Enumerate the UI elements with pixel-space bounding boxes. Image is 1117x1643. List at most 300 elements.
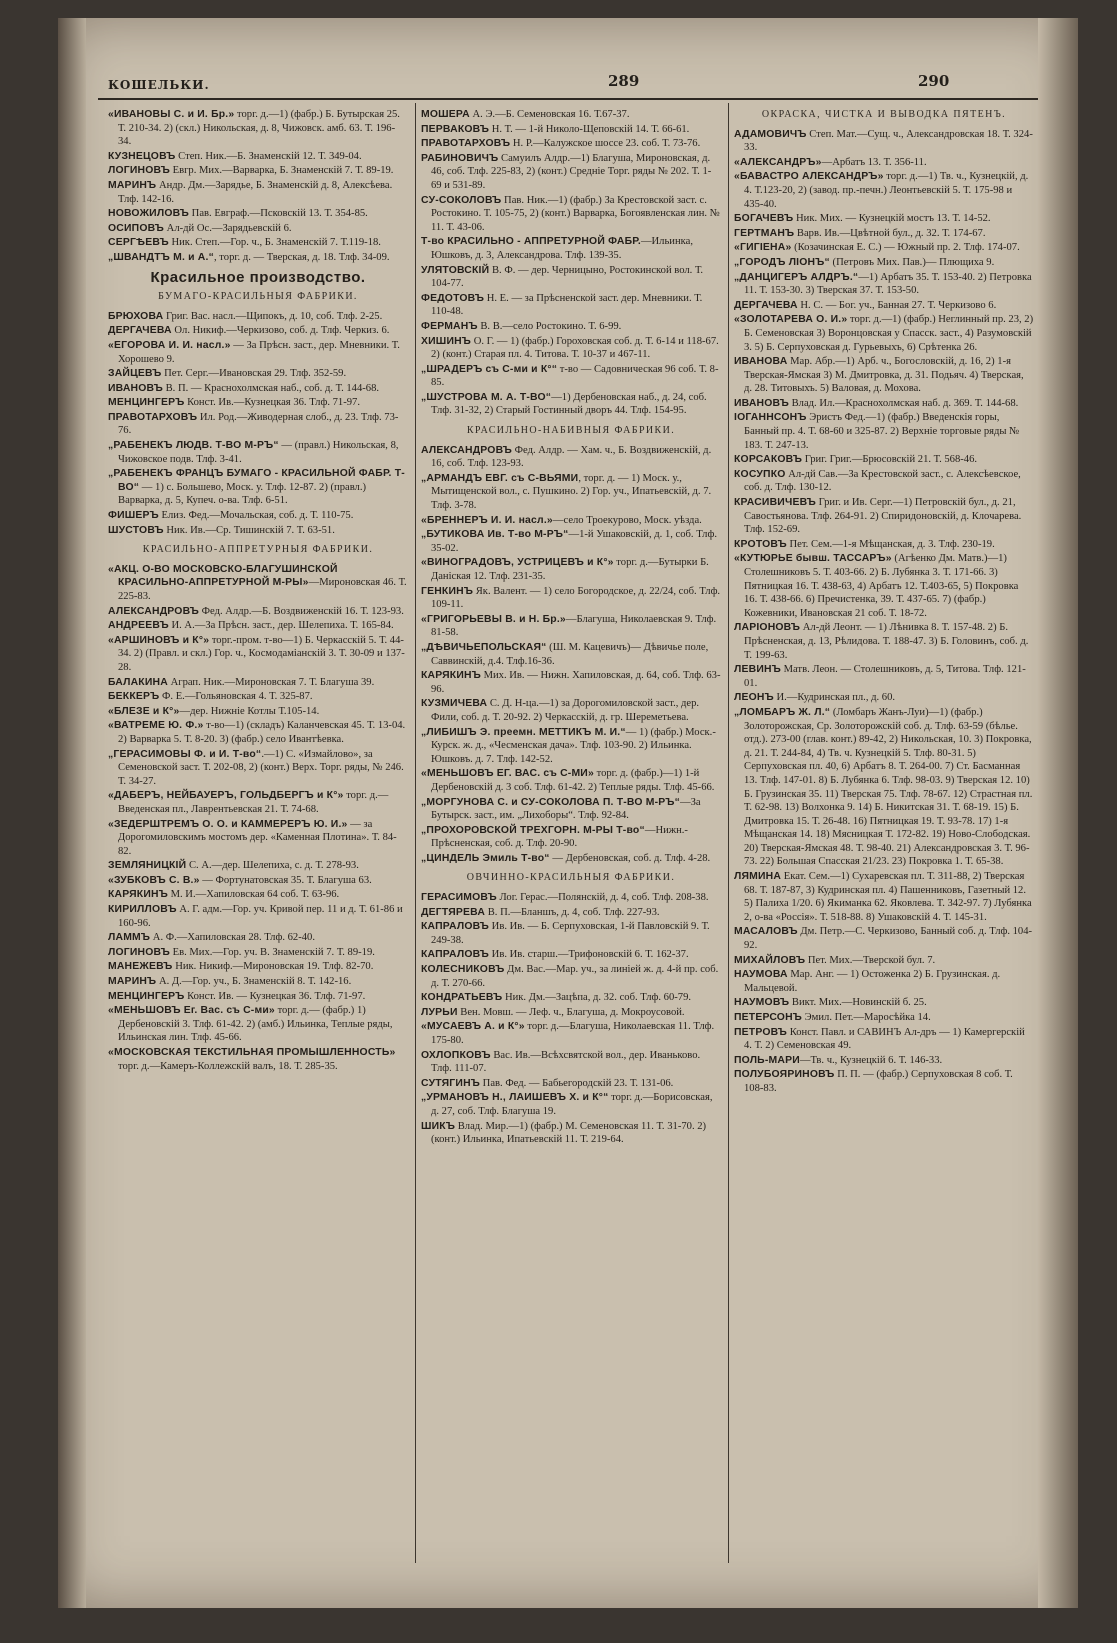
directory-entry (421, 641, 721, 668)
entry-details: торг. д.—1) (фабр.) Неглинный пр. 23, 2) Б. Семеновская 3) Воронцовская у Спасск. заст., 4) Разумовскій 3. 5) Б. Серпуховская д. Гурьевыхъ, 6) Срѣтенка 26. (744, 314, 1034, 353)
directory-entry (734, 968, 1034, 995)
directory-entry (421, 891, 721, 905)
entry-details: торг. д.—1) (фабр.) Б. Бутырская 25. Т. 210-34. 2) (скл.) Никольская, д. 8, Чижовск. амб. 63. Т. 196-34. (118, 109, 400, 148)
entry-details: —Ильинка, Юшковъ, д. 3, Александрова. Тлф. 139-35. (431, 236, 693, 261)
directory-entry (734, 538, 1034, 552)
entry-details: Григ. Григ.—Брюсовскій 21. Т. 568-46. (802, 454, 978, 466)
entry-name: ЛАММЪ (108, 932, 151, 944)
directory-entry (421, 444, 721, 471)
entry-name: „МОРГУНОВА С. и СУ-СОКОЛОВА П. Т-ВО М-РЪ“ (421, 796, 681, 808)
entry-name: ХИШИНЪ (421, 335, 472, 347)
entry-name: ЛАРІОНОВЪ (734, 622, 801, 634)
entry-name: ПЕРВАКОВЪ (421, 123, 490, 135)
entry-details: торг. д.—Благуша, Николаевская 11. Тлф. 175-80. (431, 1021, 715, 1046)
entry-details: Пет. Серг.—Ивановская 29. Тлф. 352-59. (161, 368, 347, 380)
col3-list (734, 128, 1034, 1096)
directory-entry (108, 367, 408, 381)
directory-entry (108, 467, 408, 508)
entry-name: ДЕРГАЧЕВА (734, 299, 798, 311)
entry-details: Ев. Мих.—Гор. уч. В. Знаменскій 7. Т. 89-19. (169, 946, 375, 958)
directory-entry (108, 960, 408, 974)
entry-details: Конст. Ив.—Кузнецкая 36. Тлф. 71-97. (184, 397, 360, 409)
entry-details: Евгр. Мих.—Варварка, Б. Знаменскій 7. Т. 89-19. (169, 165, 394, 177)
entry-details: торг.-пром. т-во—1) Б. Черкасскій 5. Т. 44-34. 2) (Правл. и скл.) Гор. ч., Космодаміанскій 3. Т. 30-09 и 137-28. (118, 634, 405, 673)
entry-details: Н. С. — Бог. уч., Банная 27. Т. Черкизово 6. (797, 299, 997, 311)
entry-name: ШИКЪ (421, 1120, 456, 1132)
entry-name: «ГИГІЕНА» (734, 242, 792, 254)
entry-name: МАСАЛОВЪ (734, 926, 798, 938)
directory-entry (108, 946, 408, 960)
entry-details: Эмил. Пет.—Маросѣйка 14. (802, 1012, 931, 1023)
entry-details: — За Прѣсн. заст., дер. Мневники. Т. Хорошево 9. (118, 339, 400, 365)
directory-entry (421, 852, 721, 866)
page-edge-shadow (1038, 18, 1078, 1608)
entry-name: «ДАБЕРЪ, НЕЙБАУЕРЪ, ГОЛЬДБЕРГЪ и К°» (108, 790, 344, 802)
entry-name: АНДРЕЕВЪ (108, 620, 169, 632)
entry-details: Пав. Ник.—1) (фабр.) За Крестовской заст. с. Ростокино. Т. 105-75, 2) (конт.) Варварка, Богоявленская лин. № 11. Т. 43-06. (431, 194, 720, 233)
entry-name: ЛОГИНОВЪ (108, 946, 170, 958)
directory-entry (734, 299, 1034, 313)
entry-name: МОШЕРА (421, 109, 470, 120)
directory-entry (108, 179, 408, 206)
entry-details: (Петровъ Мих. Пав.)— Плющиха 9. (829, 256, 995, 268)
directory-entry (108, 705, 408, 719)
entry-details: —дер. Нижніе Котлы Т.105-14. (179, 705, 320, 717)
entry-name: СУ-СОКОЛОВЪ (421, 194, 502, 206)
directory-entry (734, 227, 1034, 241)
entry-details: — 1) с. Большево, Моск. у. Тлф. 12-87. 2) (правл.) Варварка, д. 5, Купеч. о-ва. Тлф. 6-51. (118, 481, 367, 507)
directory-entry (108, 690, 408, 704)
entry-details: Н. Т. — 1-й Николо-Щеповскій 14. Т. 66-61. (489, 123, 690, 135)
entry-name: БАЛАКИНА (108, 676, 168, 688)
directory-entry (108, 222, 408, 236)
directory-entry (734, 313, 1034, 354)
entry-details: — 1) (фабр.) Моск.-Курск. ж. д., «Чесменская дача». Тлф. 103-90. 2) Ильинка. Юшковъ. д. 7. Тлф. 142-52. (431, 726, 716, 765)
directory-entry (421, 528, 721, 555)
directory-entry (421, 108, 721, 122)
entry-name: ФЕДОТОВЪ (421, 292, 485, 304)
book-page (58, 18, 1078, 1608)
directory-entry (421, 472, 721, 513)
directory-entry (421, 991, 721, 1005)
directory-entry (734, 496, 1034, 537)
directory-entry (108, 789, 408, 816)
entry-details: —1) Арбатъ 35. Т. 153-40. 2) Петровка 11. Т. 153-30. 3) Тверская 37. Т. 153-50. (744, 271, 1032, 297)
page-number-left: 289 (608, 72, 640, 90)
directory-entry (108, 748, 408, 789)
entry-name: ПРАВОТАРХОВЪ (108, 411, 198, 423)
directory-entry (108, 903, 408, 930)
entry-name: КОСУПКО (734, 468, 786, 480)
entry-name: БОГАЧЕВЪ (734, 213, 794, 225)
entry-details: Вас. Ив.—Всѣхсвятской вол., дер. Иваньково. Тлф. 111-07. (431, 1049, 701, 1075)
directory-entry (421, 824, 721, 851)
entry-name: „ШРАДЕРЪ съ С-ми и К°“ (421, 363, 558, 375)
directory-entry (421, 726, 721, 767)
entry-name: „ЛОМБАРЪ Ж. Л.“ (734, 706, 831, 718)
entry-details: А. Ф.—Хапиловская 28. Тлф. 62-40. (150, 932, 315, 944)
subsection-heading: ОКРАСКА, ЧИСТКА И ВЫВОДКА ПЯТЕНЪ. (761, 109, 1007, 120)
entry-name: «МЕНЬШОВЪ Ег. Вас. съ С-ми» (108, 1005, 275, 1017)
entry-name: «БРЕННЕРЪ И. И. насл.» (421, 514, 553, 526)
entry-details: А. Г. адм.—Гор. уч. Кривой пер. 11 и д. Т. 61-86 и 160-96. (118, 904, 403, 929)
entry-name: Т-во КРАСИЛЬНО - АППРЕТУРНОЙ ФАБР. (421, 236, 641, 248)
entry-details: —1-й Ушаковскій, д. 1, соб. Тлф. 35-02. (431, 529, 717, 554)
directory-entry (108, 324, 408, 338)
col1-top-list (108, 108, 408, 265)
entry-name: „БУТИКОВА Ив. Т-во М-РЪ“ (421, 529, 569, 541)
entry-name: НАУМОВЪ (734, 997, 790, 1009)
directory-entry (734, 691, 1034, 705)
entry-name: ДЕРГАЧЕВА (108, 325, 172, 337)
entry-name: «ЗОЛОТАРЕВА О. И.» (734, 314, 848, 326)
column-1 (108, 108, 408, 1074)
entry-details: Григ. и Ив. Серг.—1) Петровскій бул., д. 21, Савостьянова. Тлф. 264-91. 2) Спиридоновскій, д. Клочарева. Тлф. 152-69. (744, 497, 1022, 536)
entry-details: торг. д.—Камеръ-Коллежскій валъ, 18. Т. 285-35. (118, 1060, 338, 1072)
entry-name: «БЛЕЗЕ и К°» (108, 705, 180, 717)
directory-entry (421, 963, 721, 990)
entry-details: Ал-дй Ос.—Зарядьевскій 6. (164, 222, 292, 234)
subsection-heading: БУМАГО-КРАСИЛЬНЫЯ ФАБРИКИ. (158, 291, 358, 303)
directory-entry (421, 320, 721, 334)
entry-details: Ив. Ив. — Б. Серпуховская, 1-й Павловскій 9. Т. 249-38. (431, 921, 710, 946)
entry-name: ФЕРМАНЪ (421, 320, 478, 332)
entry-name: СУТЯГИНЪ (421, 1077, 481, 1089)
directory-entry (734, 954, 1034, 968)
directory-entry (108, 411, 408, 438)
entry-name: КОРСАКОВЪ (734, 454, 803, 466)
entry-name: ЛУРЬИ (421, 1006, 458, 1018)
entry-details: Ф. Е.—Гольяновская 4. Т. 325-87. (159, 691, 313, 703)
entry-name: ИВАНОВЪ (108, 382, 163, 394)
entry-name: «МЕНЬШОВЪ ЕГ. ВАС. съ С-МИ» (421, 768, 594, 780)
entry-name: «МОСКОВСКАЯ ТЕКСТИЛЬНАЯ ПРОМЫШЛЕННОСТЬ» (108, 1047, 396, 1058)
entry-details: торг. д.—Борисовская, д. 27, соб. Тлф. Благуша 19. (431, 1092, 713, 1117)
entry-name: ИВАНОВЪ (734, 397, 789, 409)
directory-entry (421, 1020, 721, 1047)
directory-entry (421, 906, 721, 920)
directory-entry (734, 256, 1034, 270)
entry-name: „ЛИБИШЪ Э. преемн. МЕТТИКЪ М. И.“ (421, 726, 626, 738)
directory-entry (421, 796, 721, 823)
directory-entry (108, 236, 408, 250)
entry-name: „ПРОХОРОВСКОЙ ТРЕХГОРН. М-РЫ Т-во“ (421, 824, 645, 836)
directory-entry (421, 152, 721, 193)
entry-name: «БАВАСТРО АЛЕКСАНДРЪ» (734, 171, 884, 183)
entry-name: РАБИНОВИЧЪ (421, 152, 499, 164)
subsection-heading: КРАСИЛЬНО-АППРЕТУРНЫЯ ФАБРИКИ. (142, 544, 374, 556)
column-rule-2 (728, 103, 729, 1563)
entry-details: , торг. д. — Тверская, д. 18. Тлф. 34-09. (214, 251, 390, 263)
entry-details: —Благуша, Николаевская 9. Тлф. 81-58. (431, 613, 717, 639)
entry-name: ПОЛЬ-МАРИ (734, 1054, 800, 1066)
entry-name: ЛЕОНЪ (734, 692, 774, 704)
entry-name: НОВОЖИЛОВЪ (108, 208, 190, 220)
entry-details: В. В.—село Ростокино. Т. 6-99. (477, 320, 622, 332)
entry-details: Варв. Ив.—Цвѣтной бул., д. 32. Т. 174-67. (794, 227, 986, 239)
entry-details: А. Э.—Б. Семеновская 16. Т.67-37. (469, 109, 630, 120)
entry-details: Эристъ Фед.—1) (фабр.) Введенскія горы, Банный пр. 4. Т. 68-60 и 325-87. 2) Верхніе торговые ряды № 183. Т. 247-13. (744, 412, 1020, 451)
entry-name: ЛЕВИНЪ (734, 664, 781, 676)
directory-entry (108, 888, 408, 902)
entry-name: ШУСТОВЪ (108, 524, 164, 536)
entry-name: „ЦИНДЕЛЬ Эмиль Т-во“ (421, 852, 550, 864)
entry-name: ДЕГТЯРЕВА (421, 906, 486, 918)
entry-details: —Нижн.-Прѣсненская, соб. д. Тлф. 20-90. (431, 824, 688, 850)
entry-details: Андр. Дм.—Зарядье, Б. Знаменскій д. 8, Алексѣева. Тлф. 142-16. (118, 179, 393, 205)
entry-details: Матв. Леон. — Столешниковъ, д. 5, Титова. Тлф. 121-01. (744, 664, 1026, 689)
entry-details: Викт. Мих.—Новинскій б. 25. (789, 997, 927, 1009)
entry-name: МЕНЦИНГЕРЪ (108, 397, 185, 409)
entry-details: —За Бутырск. заст., им. „Лихоборы“. Тлф. 92-84. (431, 796, 701, 822)
entry-details: Екат. Сем.—1) Сухаревская пл. Т. 311-88, 2) Тверская 68. Т. 187-87, 3) Кудринская пл. 4) Пашенниковъ, Газетный 12. 5) Палиха 1/20. 6) Якиманка 62. Яковлева. Т. 342-97. 7) Лубянка 2, о-ва «Россія». Т. 518-88. 8) Ушаковскій 4. Т. 145-31. (744, 871, 1032, 923)
entry-details: О. Г. — 1) (фабр.) Гороховская соб. д. Т. 6-14 и 118-67. 2) (конт.) Старая пл. 4. Титова. Т. 10-37 и 467-11. (431, 335, 719, 361)
directory-entry (734, 1054, 1034, 1068)
entry-details: Як. Валент. — 1) село Богородское, д. 22/24, соб. Тлф. 109-11. (431, 585, 721, 611)
entry-name: АЛЕКСАНДРОВЪ (108, 605, 200, 617)
page-gutter-shadow (58, 18, 86, 1608)
directory-entry (108, 524, 408, 538)
directory-entry (734, 411, 1034, 452)
entry-details: Фед. Алдр.—Б. Воздвиженскій 16. Т. 123-93. (199, 605, 404, 617)
entry-details: —Тв. ч., Кузнецкій 6. Т. 146-33. (799, 1054, 943, 1066)
entry-details: Ал-дй Леонт. — 1) Лѣнивка 8. Т. 157-48. 2) Б. Прѣсненская, д. 13, Рѣлидова. Т. 188-47. 3) Б. Головинъ, соб. д. Т. 199-63. (744, 622, 1029, 661)
entry-name: КРОТОВЪ (734, 538, 787, 550)
entry-name: ПЕТЕРСОНЪ (734, 1012, 803, 1023)
directory-entry (421, 1049, 721, 1076)
entry-name: «ЗЕДЕРШТРЕМЪ О. О. и КАММЕРЕРЪ Ю. И.» (108, 818, 348, 830)
directory-entry (108, 605, 408, 619)
directory-entry (421, 920, 721, 947)
entry-details: .—1) С. «Измайлово», за Семеновской заст. Т. 202-08, 2) (конт.) Верх. Торг. ряды, № 246. Т. 34-27. (118, 748, 404, 787)
entry-name: ПОЛУБОЯРИНОВЪ (734, 1069, 835, 1081)
directory-entry (108, 619, 408, 633)
directory-entry (421, 556, 721, 583)
directory-entry (108, 634, 408, 675)
entry-details: Ол. Никиф.—Черкизово, соб. д. Тлф. Черкиз. 6. (171, 325, 390, 337)
entry-name: ЗАЙЦЕВЪ (108, 368, 162, 380)
page-header (98, 68, 1038, 100)
directory-entry (108, 818, 408, 859)
entry-name: ИВАНОВА (734, 356, 788, 368)
directory-entry (108, 509, 408, 523)
directory-entry (108, 207, 408, 221)
directory-entry (421, 292, 721, 319)
entry-name: „ШУСТРОВА М. А. Т-ВО“ (421, 391, 552, 403)
entry-name: МИХАЙЛОВЪ (734, 954, 806, 966)
entry-details: А. Д.—Гор. уч., Б. Знаменскій 8. Т. 142-16. (156, 976, 352, 988)
subsection-heading: ОВЧИННО-КРАСИЛЬНЫЯ ФАБРИКИ. (466, 872, 676, 884)
directory-entry (421, 1077, 721, 1091)
entry-name: МАРИНЪ (108, 179, 157, 191)
entry-name: ФИШЕРЪ (108, 510, 159, 522)
directory-entry (734, 453, 1034, 467)
directory-entry (734, 128, 1034, 155)
entry-details: торг. д.— (фабр.) 1) Дербеновскій 3. Тлф. 61-42. 2) (амб.) Ильинка, Теплые ряды, Ильинская лин. Тлф. 45-66. (118, 1005, 393, 1044)
entry-details: П. П. — (фабр.) Серпуховская 8 соб. Т. 108-83. (744, 1069, 1013, 1094)
entry-details: Пет. Сем.—1-я Мѣщанская, д. 3. Тлф. 230-19. (786, 538, 995, 550)
entry-name: АДАМОВИЧЪ (734, 128, 807, 140)
entry-name: „ГЕРАСИМОВЫ Ф. и И. Т-во“ (108, 748, 262, 760)
entry-details: Пет. Мих.—Тверской бул. 7. (805, 954, 936, 966)
directory-entry (421, 391, 721, 418)
entry-name: „ДѢВИЧЬЕПОЛЬСКАЯ“ (421, 641, 547, 653)
directory-entry (421, 613, 721, 640)
entry-details: (Ш. М. Кацевичъ)— Дѣвичье поле, Саввинскій, д.4. Тлф.16-36. (431, 641, 709, 667)
directory-entry (734, 1011, 1034, 1025)
directory-entry (421, 697, 721, 724)
entry-name: «АКЦ. О-ВО МОСКОВСКО-БЛАГУШИНСКОЙ КРАСИЛЬНО-АППРЕТУРНОЙ М-РЫ» (108, 563, 338, 589)
directory-entry (421, 1120, 721, 1147)
col1-sub2-list (108, 563, 408, 1073)
entry-name: ОСИПОВЪ (108, 222, 165, 234)
col2-sub3-list (421, 444, 721, 866)
directory-entry (421, 235, 721, 262)
directory-entry (734, 156, 1034, 170)
entry-name: НАУМОВА (734, 969, 788, 981)
entry-name: «ЕГОРОВА И. И. насл.» (108, 339, 231, 351)
entry-details: Фед. Алдр. — Хам. ч., Б. Воздвиженскій, д. 16, соб. Тлф. 123-93. (431, 444, 712, 470)
entry-name: МАНЕЖЕВЪ (108, 961, 173, 973)
directory-entry (108, 874, 408, 888)
entry-name: ЛОГИНОВЪ (108, 165, 170, 177)
entry-details: —Мироновская 46. Т. 225-83. (118, 577, 407, 602)
directory-entry (421, 1091, 721, 1118)
entry-details: (Агѣенко Дм. Матв.)—1) Столешниковъ 5. Т. 403-66. 2) Б. Лубянка 3. Т. 171-66. 3) Пятницкая 16. Т. 438-63, 4) Арбатъ 12. Т.403-65, 5) Покровка 16. Т. 438-66. 6) Пречистенка, 39. Т. 437-65. 7) (фабр.) Кожевники, Ивановская 21 соб. Т. 18-72. (744, 553, 1019, 619)
entry-details: , торг. д. — 1) Моск. у., Мытищенской вол., с. Пушкино. 2) Гор. уч., Ипатьевскій, д. 7. Тлф. 3-78. (431, 472, 712, 512)
entry-name: ГЕРТМАНЪ (734, 227, 795, 239)
directory-entry (108, 150, 408, 164)
directory-entry (108, 1004, 408, 1045)
entry-details: Вен. Мовш. — Леф. ч., Благуша, д. Мокроусовой. (457, 1006, 685, 1018)
entry-name: КАПРАЛОВЪ (421, 949, 490, 961)
entry-name: ІОГАННСОНЪ (734, 412, 807, 424)
entry-details: Мар. Абр.—1) Арб. ч., Богословскій, д. 16, 2) 1-я Тверская-Ямская 3) М. Дмитровка, д. 31. Подьяч. 4) Тверская, д. 28. Титовыхъ. 5) Валовая, д. Мохова. (744, 356, 1024, 395)
entry-name: КОЛЕСНИКОВЪ (421, 964, 505, 976)
entry-name: СЕРГѢЕВЪ (108, 237, 169, 249)
directory-entry (421, 767, 721, 794)
entry-details: торг. д.—Бутырки Б. Даніская 12. Тлф. 231-35. (431, 557, 709, 582)
entry-details: С. Д. Н-ца.—1) за Дорогомиловской заст., дер. Фили, соб. д. Т. 20-92. 2) Черкасскій, д. гр. Шереметьева. (431, 698, 700, 723)
entry-name: «ВАТРЕМЕ Ю. Ф.» (108, 720, 204, 732)
directory-entry (108, 990, 408, 1004)
entry-details: —Арбатъ 13. Т. 356-11. (821, 156, 927, 168)
entry-name: КУЗМИЧЕВА (421, 698, 488, 710)
directory-entry (734, 355, 1034, 396)
entry-details: Елиз. Фед.—Мочальская, соб. д. Т. 110-75. (158, 510, 354, 522)
entry-name: „ДАНЦИГЕРЪ АЛДРЪ.“ (734, 271, 859, 283)
entry-name: МЕНЦИНГЕРЪ (108, 990, 185, 1002)
entry-details: Ник. Мих. — Кузнецкій мостъ 13. Т. 14-52. (793, 213, 991, 225)
directory-entry (734, 212, 1034, 226)
entry-name: „РАБЕНЕКЪ ЛЮДВ. Т-ВО М-РЪ“ (108, 440, 279, 452)
directory-entry (734, 870, 1034, 924)
directory-entry (108, 1046, 408, 1073)
directory-entry (421, 514, 721, 528)
entry-name: «ИВАНОВЫ С. и И. Бр.» (108, 109, 235, 120)
entry-details: торг. д. (фабр.)—1) 1-й Дербеновскій д. 3 соб. Тлф. 61-42. 2) Теплые ряды. Тлф. 45-66. (431, 768, 715, 793)
entry-name: «ВИНОГРАДОВЪ, УСТРИЦЕВЪ и К°» (421, 557, 614, 569)
entry-details: —село Троекурово, Моск. уѣзда. (552, 514, 702, 526)
column-rule-1 (415, 103, 416, 1563)
entry-details: — Дербеновская, соб. д. Тлф. 4-28. (549, 852, 711, 864)
entry-details: Ил. Род.—Живодерная слоб., д. 23. Тлф. 73-76. (118, 411, 399, 437)
entry-name: ПЕТРОВЪ (734, 1026, 788, 1038)
entry-details: Н. Е. — за Прѣсненской заст. дер. Мневники. Т. 110-48. (431, 292, 703, 318)
directory-entry (421, 123, 721, 137)
directory-entry (421, 335, 721, 362)
entry-details: —1) Дербеновская наб., д. 24, соб. Тлф. 31-32, 2) Старый Гостинный дворъ 44. Тлф. 154-95. (431, 391, 707, 417)
running-head: КОШЕЛЬКИ. (108, 78, 210, 92)
entry-details: В. Ф. — дер. Черницыно, Ростокинской вол. Т. 104-77. (431, 264, 704, 290)
column-3 (734, 108, 1034, 1097)
entry-name: „ШВАНДТЪ М. и А.“ (108, 251, 214, 263)
directory-entry (421, 585, 721, 612)
entry-name: МАРИНЪ (108, 976, 157, 988)
entry-name: КАРЯКИНЪ (108, 889, 168, 901)
entry-name: «АЛЕКСАНДРЪ» (734, 156, 822, 168)
col2-top-list (421, 108, 721, 418)
entry-details: В. П. — Краснохолмская наб., соб. д. Т. 144-68. (162, 382, 380, 394)
entry-details: Мих. Ив. — Нижн. Хапиловская, д. 64, соб. Тлф. 63-96. (431, 670, 721, 695)
directory-entry (421, 194, 721, 235)
page-number-right: 290 (918, 72, 950, 90)
section-title: Красильное производство. (150, 268, 366, 286)
directory-entry (734, 397, 1034, 411)
entry-name: КАРЯКИНЪ (421, 670, 481, 682)
entry-details: Пав. Фед. — Бабьегородскій 23. Т. 131-06. (480, 1077, 674, 1089)
entry-details: Ал-дй Сав.—За Крестовской заст., с. Алексѣевское, соб. д. Тлф. 130-12. (744, 468, 1021, 494)
entry-details: торг. д.—Введенская пл., Лаврентьевская 21. Т. 74-68. (118, 790, 389, 815)
directory-entry (734, 1026, 1034, 1053)
entry-details: — Фортунатовская 35. Т. Благуша 63. (199, 874, 372, 886)
entry-details: Лог. Герас.—Полянскій, д. 4, соб. Тлф. 208-38. (496, 892, 709, 904)
entry-details: Аграп. Ник.—Мироновская 7. Т. Благуша 39. (167, 676, 375, 688)
directory-entry (108, 251, 408, 265)
entry-details: Конст. Павл. и САВИНЪ Ал-дръ — 1) Камергерскій 4. Т. 2) Семеновская 49. (744, 1026, 1025, 1052)
directory-entry (108, 975, 408, 989)
directory-entry (421, 363, 721, 390)
entry-details: торг. д.—1) Тв. ч., Кузнецкій, д. 4. Т.123-20, 2) (завод. пр.-печн.) Леонтьевскій 5. Т. 175-98 и 435-40. (744, 171, 1029, 210)
directory-entry (734, 271, 1034, 298)
entry-details: Конст. Ив. — Кузнецкая 36. Тлф. 71-97. (184, 990, 366, 1002)
entry-details: (Ломбаръ Жанъ-Луи)—1) (фабр.) Золоторожская, Ср. Золоторожскій соб. д. Тлф. 63-59 (бѣлье. отд.). 273-00 (глав. конт.) 89-42, 2) Никольская, 10. 3) Покровка, д. 21. Т. 244-84, 4) Тв. ч. Кузнецкій 5. Тлф. 80-31. 5) Серпуховская пл. 40, 6) Арбатъ 8. Т. 264-00. 7) Ст. Басманная 13. Тлф. 147-01. 8) Б. Лубянка 6. Тлф. 98-03. 9) Тверская 12. 10) Б. Грузинская 35. 11) Тверская 75. Тлф. 78-67. 12) Страстная пл. Т. 62-98. 13) Волхонка 9. 14) Б. Никитская 31. Т. 68-19. 15) Б. Дмитровка 15. Т. 26-48. 16) Пятницкая 19. Т. 93-78. 17) 1-я Мѣщанская 14. 18) Мясницкая Т. 172-82. 19) Ново-Слободская. 20) Тверская-Ямская 48. Т. 98-40. 21) Александровская 3. Т. 96-73. 22) Большая Спасская 21/23. 23) Покровка 1. Т. 65-38. (744, 706, 1033, 868)
entry-details: (Козачинская Е. С.) — Южный пр. 2. Тлф. 174-07. (791, 242, 1020, 254)
entry-name: КАПРАЛОВЪ (421, 921, 490, 933)
entry-details: Ник. Степ.—Гор. ч., Б. Знаменскій 7. Т.119-18. (168, 237, 381, 249)
entry-details: И.—Кудринская пл., д. 60. (773, 692, 896, 704)
entry-details: Степ. Ник.—Б. Знаменскій 12. Т. 349-04. (175, 150, 362, 162)
directory-entry (108, 310, 408, 324)
directory-entry (734, 468, 1034, 495)
entry-details: Самуилъ Алдр.—1) Благуша, Мироновская, д. 46, соб. Тлф. 225-83, 2) (конт.) Средніе Торг. ряды № 202. Т. 1-69 и 531-89. (431, 152, 712, 191)
entry-details: Дм. Вас.—Мар. уч., за линіей ж. д. 4-й пр. соб. д. Т. 270-66. (431, 964, 719, 989)
directory-entry (108, 931, 408, 945)
entry-details: Степ. Мат.—Сущ. ч., Александровская 18. Т. 324-33. (744, 128, 1033, 154)
col1-sub1-list (108, 310, 408, 538)
entry-name: ЗЕМЛЯНИЦКІЙ (108, 860, 187, 872)
directory-entry (421, 669, 721, 696)
entry-details: Влад. Мир.—1) (фабр.) М. Семеновская 11. Т. 31-70. 2) (конт.) Ильинка, Ипатьевскій 11. Т. 219-64. (431, 1120, 707, 1146)
directory-entry (108, 339, 408, 366)
entry-name: БЕККЕРЪ (108, 691, 160, 703)
entry-name: „АРМАНДЪ ЕВГ. съ С-ВЬЯМИ (421, 472, 579, 484)
entry-name: ЛЯМИНА (734, 871, 782, 883)
entry-details: Григ. Вас. насл.—Щипокъ, д. 10, соб. Тлф. 2-25. (163, 310, 383, 322)
entry-name: УЛЯТОВСКІЙ (421, 264, 490, 276)
entry-details: В. П.—Бланшъ, д. 4, соб. Тлф. 227-93. (485, 906, 660, 918)
entry-details: Н. Р.—Калужское шоссе 23. соб. Т. 73-76. (510, 138, 701, 150)
